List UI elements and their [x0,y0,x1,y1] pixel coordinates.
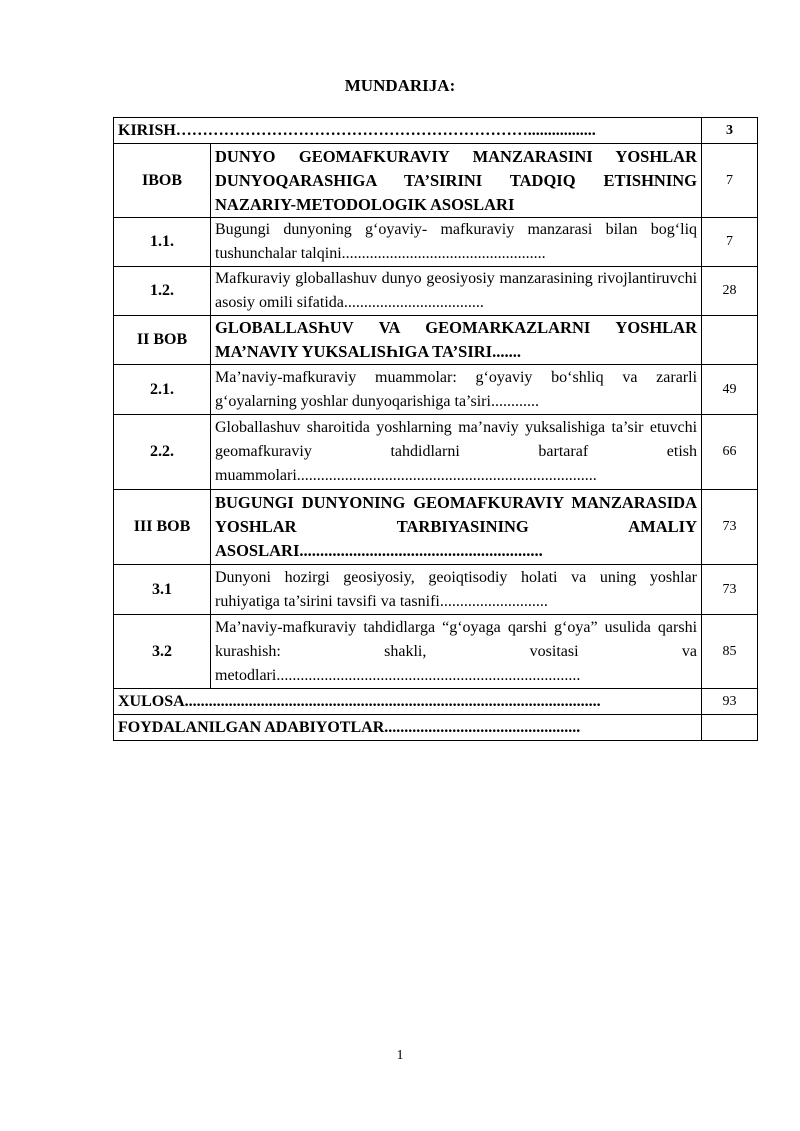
toc-row-page: 28 [702,267,758,316]
toc-row-number: IBOB [114,144,211,218]
toc-row-page: 66 [702,415,758,490]
toc-row-number: 1.2. [114,267,211,316]
toc-row-number: 3.1 [114,565,211,615]
toc-adabiyotlar-label: FOYDALANILGAN ADABIYOTLAR................................................. [114,715,702,741]
toc-row-text: GLOBALLASҺUV VA GEOMARKAZLARNI YOSHLAR MA’NAVIY YUKSALISҺIGA TA’SIRI....... [211,316,702,365]
toc-row [114,615,758,689]
toc-row-number: III BOB [114,490,211,565]
toc-row [114,490,758,565]
toc-row-text: DUNYO GEOMAFKURAVIY MANZARASINI YOSHLAR DUNYOQARASHIGA TA’SIRINI TADQIQ ETISHNING NAZARIY-METODOLOGIK ASOSLARI [211,144,702,218]
page-title: MUNDARIJA: [344,76,456,95]
toc-row-text: Mafkuraviy globallashuv dunyo geosiyosiy manzarasining rivojlantiruvchi asosiy omili sifatida................................... [211,267,702,316]
toc-row-text: Globallashuv sharoitida yoshlarning ma’naviy yuksalishiga ta’sir etuvchi geomafkuraviy tahdidlarni bartaraf etish muammolari........................................................................... [211,415,702,490]
table-of-contents [113,117,758,741]
toc-row-page: 73 [702,565,758,615]
toc-row-kirish [114,118,758,144]
toc-row [114,365,758,415]
toc-row-text: Bugungi dunyoning g‘oyaviy- mafkuraviy manzarasi bilan bog‘liq tushunchalar talqini................................................... [211,218,702,267]
toc-row-adabiyotlar [114,715,758,741]
toc-row-xulosa [114,689,758,715]
toc-kirish-label: KIRISH…………………………………………………………................. [114,118,702,144]
toc-row-text: Ma’naviy-mafkuraviy muammolar: g‘oyaviy bo‘shliq va zararli g‘oyalarning yoshlar dunyoqarishiga ta’siri............ [211,365,702,415]
toc-row-number: 2.1. [114,365,211,415]
toc-row-text: BUGUNGI DUNYONING GEOMAFKURAVIY MANZARASIDA YOSHLAR TARBIYASINING AMALIY ASOSLARI........................................................... [211,490,702,565]
toc-adabiyotlar-page [702,715,758,741]
toc-kirish-page: 3 [702,118,758,144]
toc-row [114,415,758,490]
toc-row [114,565,758,615]
toc-row-text: Ma’naviy-mafkuraviy tahdidlarga “g‘oyaga qarshi g‘oya” usulida qarshi kurashish: shakli, vositasi va metodlari............................................................................ [211,615,702,689]
toc-xulosa-label: XULOSA........................................................................................................ [114,689,702,715]
toc-row-number: II BOB [114,316,211,365]
toc-row-text: Dunyoni hozirgi geosiyosiy, geoiqtisodiy holati va uning yoshlar ruhiyatiga ta’sirini tavsifi va tasnifi........................... [211,565,702,615]
toc-row-page: 49 [702,365,758,415]
toc-row-number: 1.1. [114,218,211,267]
toc-row [114,144,758,218]
page-number: 1 [396,1048,404,1063]
toc-row [114,218,758,267]
toc-row-page: 7 [702,144,758,218]
toc-row [114,267,758,316]
toc-row-page: 85 [702,615,758,689]
toc-row-page [702,316,758,365]
toc-row [114,316,758,365]
toc-row-number: 2.2. [114,415,211,490]
toc-row-page: 73 [702,490,758,565]
toc-row-number: 3.2 [114,615,211,689]
toc-xulosa-page: 93 [702,689,758,715]
toc-row-page: 7 [702,218,758,267]
